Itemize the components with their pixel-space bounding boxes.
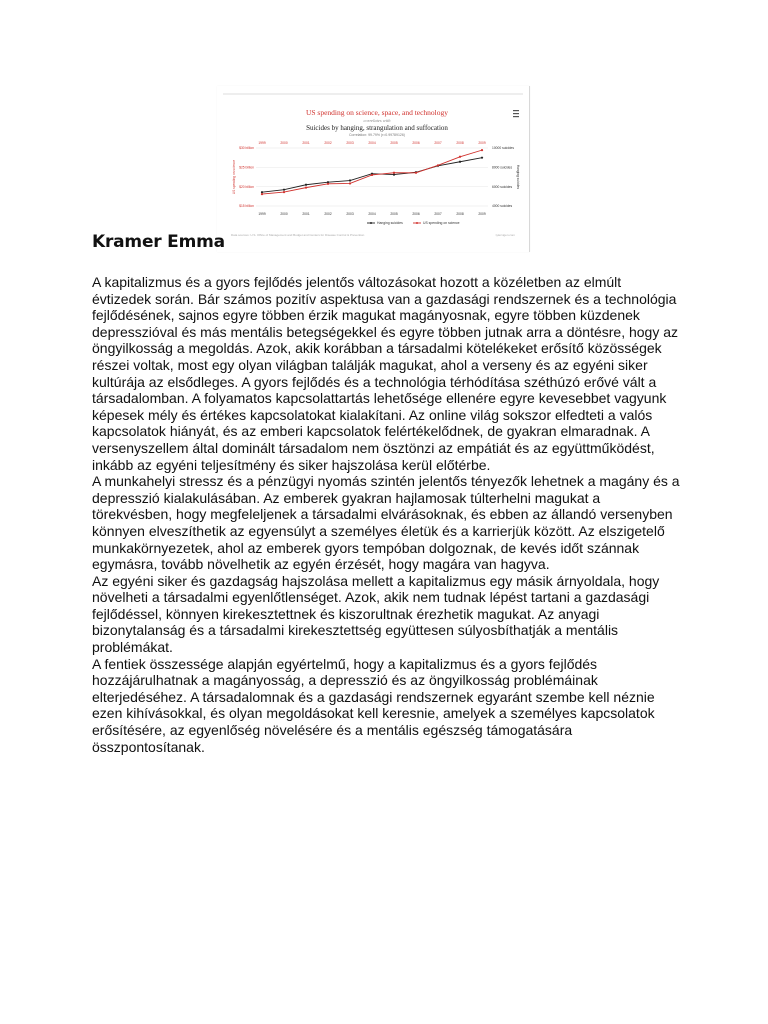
footer-site: tylervigen.com	[495, 233, 515, 237]
data-point	[349, 179, 351, 181]
x-tick-label-top: 2003	[346, 141, 354, 145]
paragraph-3: Az egyéni siker és gazdagság hajszolása mellett a kapitalizmus egy másik árnyoldala, hogy növelheti a társadalmi egyenlőtlenséget. Azok, akik nem tudnak lépést tartani a gazdasági fejlődéssel, könnyen kirekesztettnek és kiszorultnak érezhetik magukat. Az anyagi bizonytalanság és a társadalmi kirekesztettség együttesen súlyosbíthatják a mentális problémákat.	[92, 572, 660, 656]
x-tick-label-bottom: 2006	[412, 212, 420, 216]
footer-source: Data sources: U.S. Office of Management and Budget and Centers for Disease Control & Prevention	[231, 233, 365, 237]
data-point	[261, 191, 263, 193]
x-tick-label-bottom: 2001	[302, 212, 310, 216]
correlation-chart	[217, 86, 530, 252]
right-tick-label: 8000 suicides	[492, 165, 513, 170]
right-tick-label: 4000 suicides	[492, 204, 513, 209]
data-point	[481, 149, 483, 151]
x-tick-label-bottom: 2000	[280, 212, 288, 216]
data-point	[283, 189, 285, 191]
x-tick-label-top: 1999	[258, 141, 266, 145]
x-tick-label-bottom: 2004	[368, 212, 376, 216]
legend-marker	[370, 222, 372, 224]
paragraph-2: A munkahelyi stressz és a pénzügyi nyomás szintén jelentős tényezők lehetnek a magány és a depresszió kialakulásában. Az emberek gyakran hajlamosak túlterhelni magukat a törekvésben, hogy megfeleljenek a társadalmi elvárásoknak, és ebben az állandó versenyben könnyen elveszíthetik az egyensúlyt a személyes életük és a karrierjük között. Az elszigetelő munkakörnyezetek, ahol az emberek gyors tempóban dolgoznak, de kevés időt szánnak egymásra, tovább növelhetik az egyén érzését, hogy magára van hagyva.	[92, 473, 680, 573]
left-tick-label: $15 billion	[239, 204, 254, 209]
data-point	[305, 187, 307, 189]
left-tick-label: $25 billion	[239, 165, 254, 170]
chart-title-2: Suicides by hanging, strangulation and suffocation	[306, 124, 448, 132]
x-tick-label-top: 2008	[456, 141, 464, 145]
author-name: Kramer Emma	[92, 232, 225, 252]
left-axis-title: US spending on science	[232, 159, 236, 195]
data-point	[415, 172, 417, 174]
menu-icon	[513, 113, 519, 114]
x-tick-label-bottom: 2008	[456, 212, 464, 216]
x-tick-label-top: 2009	[478, 141, 486, 145]
legend-label: Hanging suicides	[377, 221, 403, 225]
x-tick-label-top: 2000	[280, 141, 288, 145]
chart-subtitle: correlates with	[363, 118, 391, 123]
x-tick-label-bottom: 1999	[258, 212, 266, 216]
x-tick-label-bottom: 2005	[390, 212, 398, 216]
data-point	[481, 157, 483, 159]
chart-title: US spending on science, space, and technology	[305, 108, 449, 117]
x-tick-label-top: 2005	[390, 141, 398, 145]
x-tick-label-top: 2006	[412, 141, 420, 145]
data-point	[393, 172, 395, 174]
paragraph-4: A fentiek összessége alapján egyértelmű, hogy a kapitalizmus és a gyors fejlődés hozzájárulhatnak a magányosság, a depresszió és az öngyilkosság problémáinak elterjedéséhez. A társadalomnak és a gazdasági rendszernek egyaránt szembe kell néznie ezen kihívásokkal, és olyan megoldásokat kell keresnie, amelyek a személyes kapcsolatok erősítésére, az egyenlőség növelésére és a mentális egészség támogatására összpontosítanak.	[92, 655, 655, 755]
x-tick-label-top: 2001	[302, 141, 310, 145]
legend-marker	[416, 222, 418, 224]
chart-svg	[217, 86, 529, 252]
data-point	[283, 191, 285, 193]
data-point	[371, 174, 373, 176]
menu-icon	[513, 110, 519, 111]
right-axis-title: Hanging suicides	[516, 164, 520, 190]
left-tick-label: $20 billion	[239, 184, 254, 189]
x-tick-label-bottom: 2002	[324, 212, 332, 216]
data-point	[437, 164, 439, 166]
data-point	[349, 182, 351, 184]
data-point	[305, 184, 307, 186]
data-point	[459, 156, 461, 158]
x-tick-label-bottom: 2003	[346, 212, 354, 216]
left-tick-label: $30 billion	[239, 146, 254, 151]
menu-icon	[513, 116, 519, 117]
legend-label: US spending on science	[423, 221, 460, 225]
x-tick-label-bottom: 2009	[478, 212, 486, 216]
right-tick-label: 6000 suicides	[492, 184, 513, 189]
x-tick-label-bottom: 2007	[434, 212, 442, 216]
chart-correlation: Correlation: 99.79% (r=0.99789126)	[349, 133, 405, 137]
data-point	[459, 161, 461, 163]
x-tick-label-top: 2004	[368, 141, 376, 145]
data-point	[327, 183, 329, 185]
x-tick-label-top: 2007	[434, 141, 442, 145]
right-tick-label: 10000 suicides	[492, 146, 514, 151]
x-tick-label-top: 2002	[324, 141, 332, 145]
data-point	[261, 193, 263, 195]
paragraph-1: A kapitalizmus és a gyors fejlődés jelentős változásokat hozott a közéletben az elmúlt évtizedek során. Bár számos pozitív aspektusa van a gazdasági rendszernek és a technológia fejlődésének, sajnos egyre többen érzik magukat magányosnak, egyre többen küzdenek depresszióval és más mentális betegségekkel és egyre többen jutnak arra a döntésre, hogy az öngyilkosság a megoldás. Azok, akik korábban a társadalmi kötelékeket erősítő közösségek részei voltak, most egy olyan világban találják magukat, ahol a verseny és az egyéni siker kultúrája az elsődleges. A gyors fejlődés és a technológia térhódítása széthúzó erővé vált a társadalomban. A folyamatos kapcsolattartás lehetősége ellenére egyre kevesebbet vagyunk képesek mély és értékes kapcsolatokat kialakítani. Az online világ sokszor elfedteti a valós kapcsolatok hiányát, és az emberi kapcsolatok felértékelődnek, de gyakran elmaradnak. A versenyszellem által dominált társadalom nem ösztönzi az empátiát és az együttműködést, inkább az egyéni teljesítmény és siker hajszolása kerül előtérbe.	[92, 274, 679, 473]
essay-body	[92, 274, 682, 755]
